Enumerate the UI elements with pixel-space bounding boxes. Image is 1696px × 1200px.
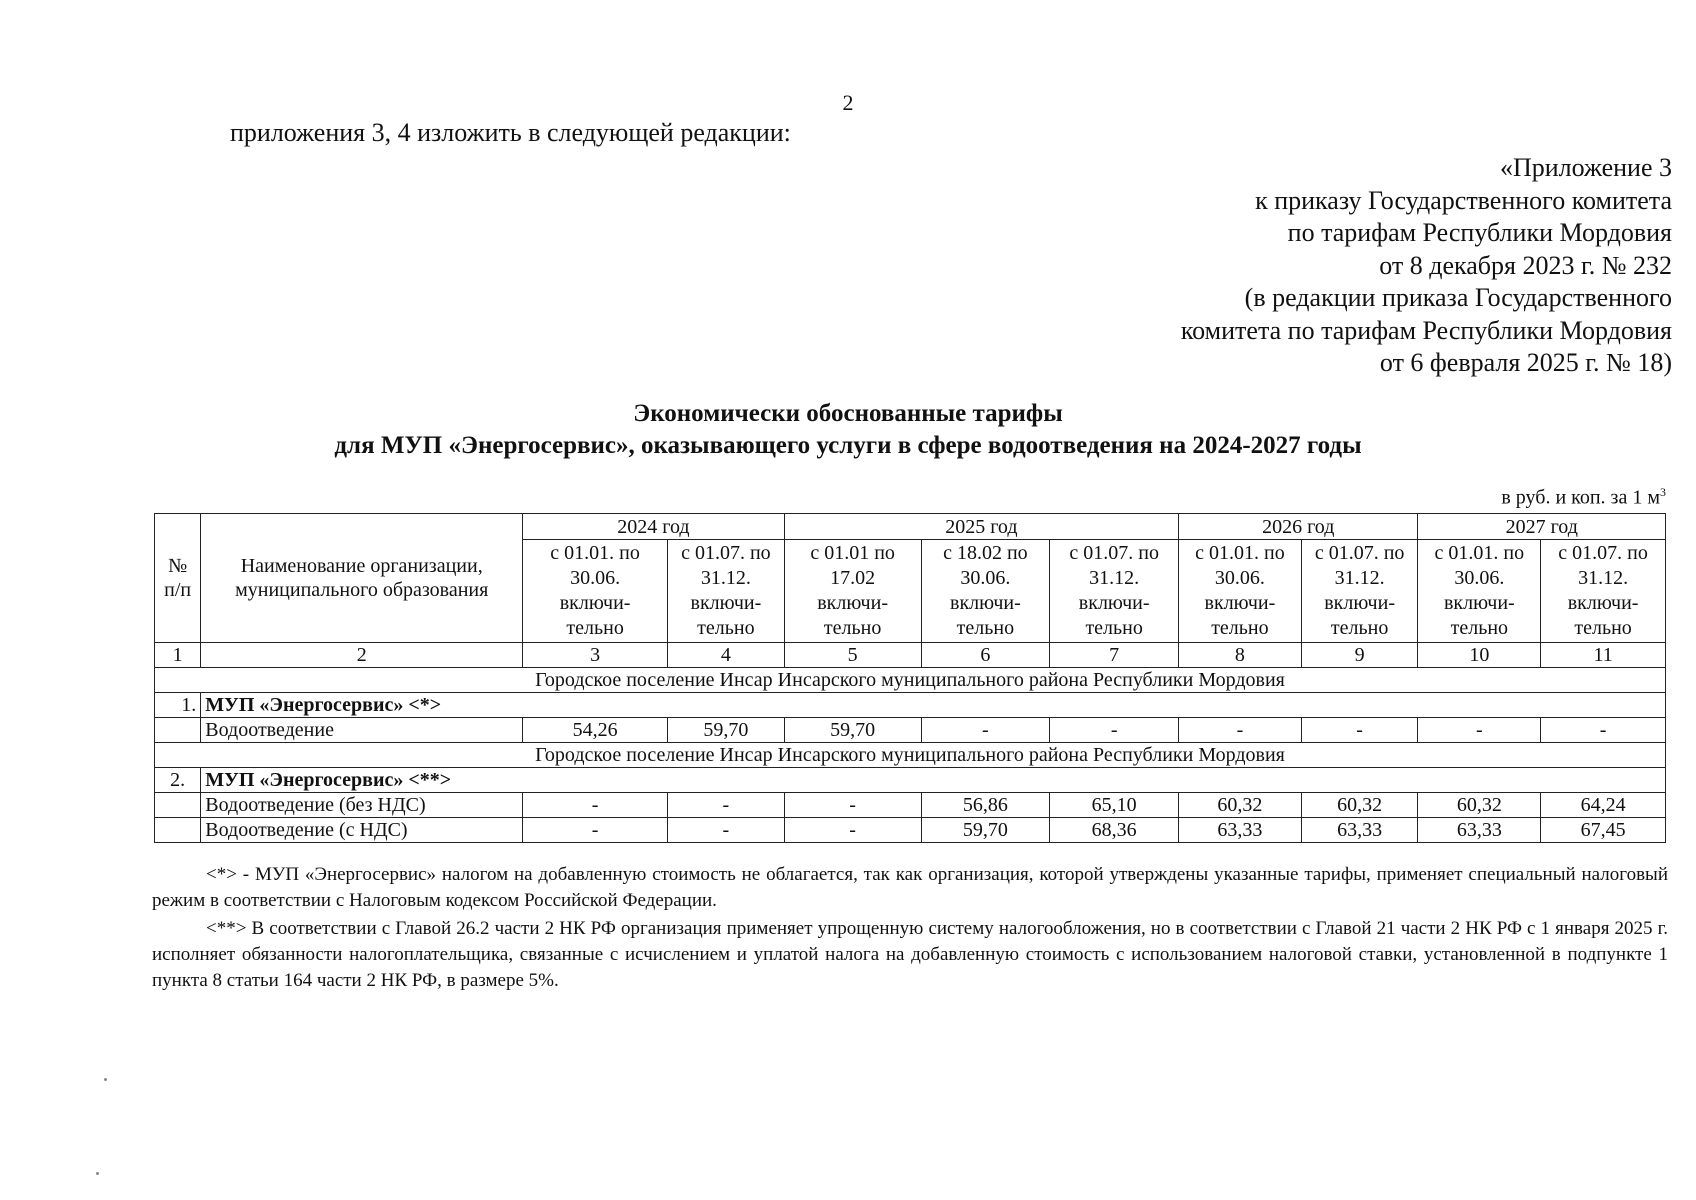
- header-period: с 01.01 по 17.02 включи- тельно: [784, 540, 921, 643]
- tariff-value: 60,32: [1418, 793, 1541, 818]
- tariff-value: -: [1541, 718, 1666, 743]
- tariff-value: 59,70: [921, 818, 1050, 843]
- column-numbers-row: [155, 643, 1666, 668]
- organization-row: [155, 693, 1666, 718]
- service-name: Водоотведение (с НДС): [201, 818, 523, 843]
- tariff-value: 63,33: [1301, 818, 1418, 843]
- header-period: с 01.07. по 31.12. включи- тельно: [668, 540, 785, 643]
- header-year-2025: 2025 год: [784, 514, 1178, 540]
- column-number: 2: [201, 643, 523, 668]
- tariff-value: 64,24: [1541, 793, 1666, 818]
- appendix-line: по тарифам Республики Мордовия: [1287, 218, 1672, 247]
- header-period: с 01.01. по 30.06. включи- тельно: [523, 540, 668, 643]
- appendix-line: комитета по тарифам Республики Мордовия: [1180, 315, 1672, 345]
- tariff-value: -: [1418, 718, 1541, 743]
- tariff-value: -: [523, 818, 668, 843]
- service-name: Водоотведение: [201, 718, 523, 743]
- settlement-row: [155, 668, 1666, 693]
- tariff-value: 63,33: [1418, 818, 1541, 843]
- header-period: с 01.07. по 31.12. включи- тельно: [1050, 540, 1179, 643]
- header-year-2026: 2026 год: [1179, 514, 1418, 540]
- table-header-years-row: [155, 514, 1666, 540]
- document-title: [0, 398, 1696, 462]
- tariff-value: 60,32: [1301, 793, 1418, 818]
- header-year-2024: 2024 год: [523, 514, 785, 540]
- table-row: [155, 818, 1666, 843]
- header-period: с 01.07. по 31.12. включи- тельно: [1301, 540, 1418, 643]
- unit-note-text: в руб. и коп. за 1 м: [1501, 486, 1660, 509]
- organization-name: МУП «Энергосервис» <**>: [201, 768, 1666, 793]
- organization-name: МУП «Энергосервис» <*>: [201, 693, 1666, 718]
- column-number: 11: [1541, 643, 1666, 668]
- column-number: 3: [523, 643, 668, 668]
- tariff-value: 67,45: [1541, 818, 1666, 843]
- tariff-table: [154, 513, 1666, 843]
- column-number: 1: [155, 643, 201, 668]
- tariff-value: 54,26: [523, 718, 668, 743]
- tariff-value: -: [784, 818, 921, 843]
- settlement-name: Городское поселение Инсар Инсарского муниципального района Республики Мордовия: [155, 668, 1666, 693]
- tariff-value: 63,33: [1179, 818, 1302, 843]
- title-line-1: Экономически обоснованные тарифы: [633, 400, 1063, 427]
- organization-row: [155, 768, 1666, 793]
- header-year-2027: 2027 год: [1418, 514, 1666, 540]
- tariff-value: -: [668, 818, 785, 843]
- appendix-line: от 6 февраля 2025 г. № 18): [1379, 348, 1672, 377]
- column-number: 6: [921, 643, 1050, 668]
- scan-speck: [104, 1078, 107, 1081]
- appendix-line: от 8 декабря 2023 г. № 232: [1379, 250, 1672, 280]
- appendix-header: [1181, 152, 1672, 380]
- tariff-value: 65,10: [1050, 793, 1179, 818]
- tariff-value: 60,32: [1179, 793, 1302, 818]
- row-number-empty: [155, 718, 201, 743]
- header-organization-name: Наименование организации, муниципального образования: [201, 514, 523, 643]
- appendix-line: к приказу Государственного комитета: [1255, 185, 1672, 215]
- tariff-value: 56,86: [921, 793, 1050, 818]
- settlement-row: [155, 743, 1666, 768]
- title-line-2: для МУП «Энергосервис», оказывающего услуги в сфере водоотведения на 2024-2027 годы: [334, 432, 1362, 459]
- tariff-value: -: [668, 793, 785, 818]
- row-number-empty: [155, 793, 201, 818]
- header-period: с 01.07. по 31.12. включи- тельно: [1541, 540, 1666, 643]
- intro-text: приложения 3, 4 изложить в следующей редакции:: [230, 118, 791, 147]
- row-number-empty: [155, 818, 201, 843]
- column-number: 5: [784, 643, 921, 668]
- column-number: 8: [1179, 643, 1302, 668]
- tariff-value: 68,36: [1050, 818, 1179, 843]
- column-number: 10: [1418, 643, 1541, 668]
- header-period: с 18.02 по 30.06. включи- тельно: [921, 540, 1050, 643]
- table-row: [155, 793, 1666, 818]
- footnote-2: <**> В соответствии с Главой 26.2 части 2 НК РФ организация применяет упрощенную систему налогообложения, но в соответствии с Главой 21 части 2 НК РФ с 1 января 2025 г. исполняет обязанности налогоплательщика, связанные с исчислением и уплатой налога на добавленную стоимость с использованием налоговой ставки, установленной в подпункте 1 пункта 8 статьи 164 части 2 НК РФ, в размере 5%.: [152, 918, 1668, 991]
- tariff-value: -: [1179, 718, 1302, 743]
- tariff-value: -: [1301, 718, 1418, 743]
- table-row: [155, 718, 1666, 743]
- row-number: 2.: [155, 768, 201, 793]
- header-period: с 01.01. по 30.06. включи- тельно: [1418, 540, 1541, 643]
- appendix-line: «Приложение 3: [1499, 153, 1672, 182]
- settlement-name: Городское поселение Инсар Инсарского муниципального района Республики Мордовия: [155, 743, 1666, 768]
- tariff-value: -: [784, 793, 921, 818]
- column-number: 4: [668, 643, 785, 668]
- header-period: с 01.01. по 30.06. включи- тельно: [1179, 540, 1302, 643]
- tariff-value: 59,70: [784, 718, 921, 743]
- unit-note-superscript: 3: [1660, 485, 1666, 499]
- service-name: Водоотведение (без НДС): [201, 793, 523, 818]
- column-number: 7: [1050, 643, 1179, 668]
- footnotes: [152, 862, 1668, 996]
- unit-note: [1501, 485, 1666, 510]
- row-number: 1.: [155, 693, 201, 718]
- header-number: № п/п: [155, 514, 201, 643]
- tariff-value: 59,70: [668, 718, 785, 743]
- tariff-value: -: [921, 718, 1050, 743]
- column-number: 9: [1301, 643, 1418, 668]
- appendix-line: (в редакции приказа Государственного: [1244, 283, 1672, 312]
- scan-speck: [96, 1172, 99, 1175]
- footnote-1: <*> - МУП «Энергосервис» налогом на добавленную стоимость не облагается, так как организация, которой утверждены указанные тарифы, применяет специальный налоговый режим в соответствии с Налоговым кодексом Российской Федерации.: [152, 864, 1668, 911]
- tariff-value: -: [523, 793, 668, 818]
- page-number: 2: [842, 90, 854, 115]
- tariff-value: -: [1050, 718, 1179, 743]
